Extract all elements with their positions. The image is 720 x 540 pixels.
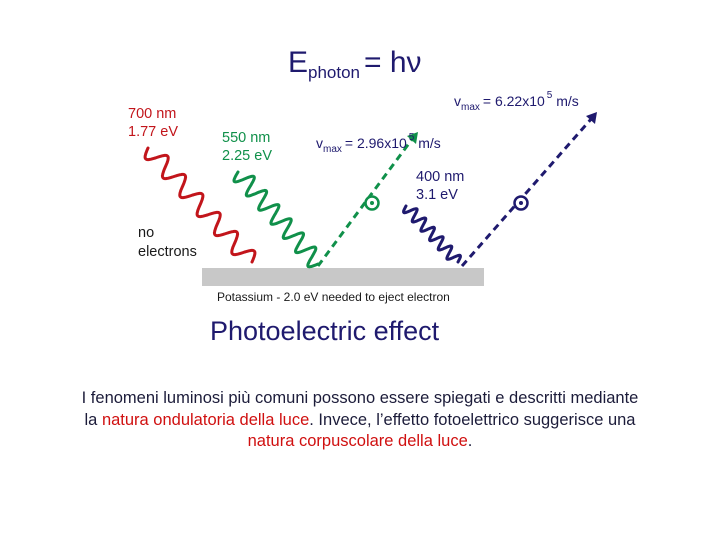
no-electrons-line2: electrons: [138, 244, 197, 260]
equation-base: E: [288, 46, 309, 79]
caption-line-2: la natura ondulatoria della luce. Invece, l’effetto fotoelettrico suggerisce una: [84, 410, 636, 429]
red-wavelength: 700 nm: [128, 106, 177, 122]
particle-nature-highlight: natura corpuscolare della luce: [247, 432, 468, 450]
blue-electron: [515, 197, 528, 210]
figure-title: Photoelectric effect: [210, 316, 440, 346]
caption-line-3: natura corpuscolare della luce.: [247, 432, 473, 450]
blue-wavelength: 400 nm: [416, 169, 465, 185]
equation-rhs: = hν: [364, 46, 422, 79]
green-electron: [366, 197, 379, 210]
blue-electron-path: [462, 118, 592, 266]
blue-energy: 3.1 eV: [416, 187, 458, 203]
caption: [30, 388, 690, 453]
green-vmax-label: $v_{max} = 2.96x10$ $^5$ m/s: [316, 132, 441, 155]
no-electrons-line1: no: [138, 225, 155, 241]
green-energy: 2.25 eV: [222, 148, 272, 164]
potassium-surface: [202, 268, 484, 286]
wave-nature-highlight: natura ondulatoria della luce: [101, 410, 310, 429]
blue-photon-wave: [404, 206, 461, 262]
blue-arrowhead: [586, 112, 597, 124]
surface-label: Potassium - 2.0 eV needed to eject electron: [217, 290, 450, 304]
green-wavelength: 550 nm: [222, 130, 271, 146]
caption-line-1: I fenomeni luminosi più comuni possono essere spiegati e descritti mediante: [81, 389, 639, 407]
equation: [288, 46, 422, 82]
no-electrons-label: [138, 225, 197, 260]
blue-vmax-label: $v_{max} = 6.22x10$ $^5$ m/s: [454, 90, 579, 113]
equation-subscript: photon: [308, 63, 361, 82]
red-energy: 1.77 eV: [128, 124, 178, 140]
